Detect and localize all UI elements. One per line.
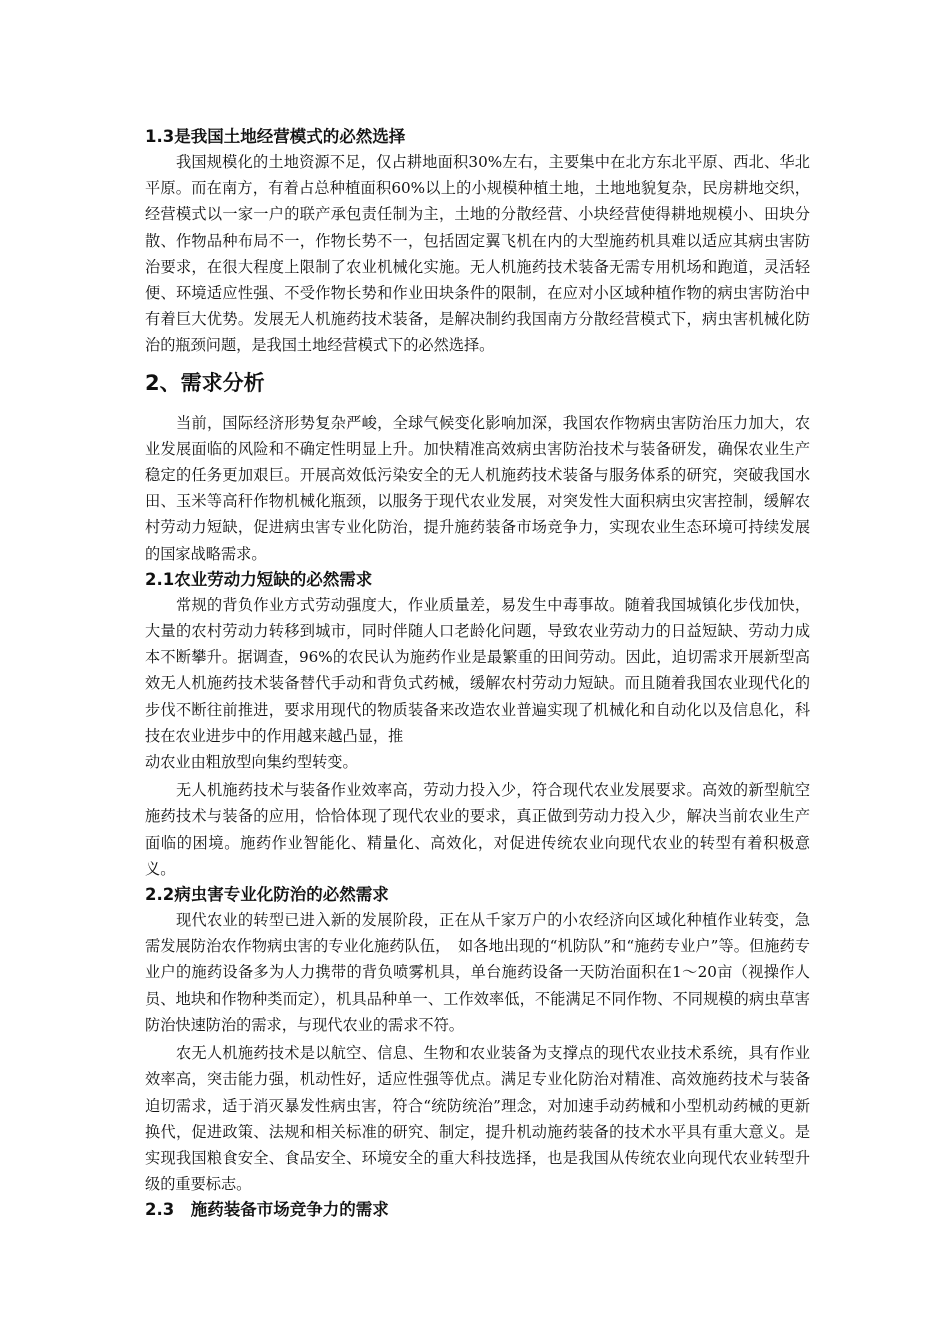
paragraph-continuation: 动农业由粗放型向集约型转变。 <box>145 753 358 772</box>
paragraph: 无人机施药技术与装备作业效率高，劳动力投入少，符合现代农业发展要求。高效的新型航空施药技术与装备的应用，恰恰体现了现代农业的要求，真正做到劳动力投入少，解决当前农业生产面临的困境。施药作业智能化、精量化、高效化，对促进传统农业向现代农业的转型有着积极意义。 <box>145 781 810 878</box>
section-heading-2: 2、需求分析 <box>145 370 265 395</box>
document-page <box>145 124 810 1222</box>
paragraph: 当前，国际经济形势复杂严峻，全球气候变化影响加深，我国农作物病虫害防治压力加大，农业发展面临的风险和不确定性明显上升。加快精准高效病虫害防治技术与装备研发，确保农业生产稳定的任务更加艰巨。开展高效低污染安全的无人机施药技术装备与服务体系的研究，突破我国水田、玉米等高秆作物机械化瓶颈，以服务于现代农业发展，对突发性大面积病虫灾害控制，缓解农村劳动力短缺，促进病虫害专业化防治，提升施药装备市场竞争力，实现农业生态环境可持续发展的国家战略需求。 <box>145 413 810 563</box>
paragraph: 常规的背负作业方式劳动强度大，作业质量差，易发生中毒事故。随着我国城镇化步伐加快，大量的农村劳动力转移到城市，同时伴随人口老龄化问题，导致农业劳动力的日益短缺、劳动力成本不断攀升。据调查，96%的农民认为施药作业是最繁重的田间劳动。因此，迫切需求开展新型高效无人机施药技术装备替代手动和背负式药械，缓解农村劳动力短缺。而且随着我国农业现代化的步伐不断往前推进，要求用现代的物质装备来改造农业普遍实现了机械化和自动化以及信息化，科技在农业进步中的作用越来越凸显，推 <box>145 595 810 745</box>
section-heading-2-2: 2.2病虫害专业化防治的必然需求 <box>145 885 389 905</box>
paragraph: 农无人机施药技术是以航空、信息、生物和农业装备为支撑点的现代农业技术系统，具有作业效率高，突击能力强，机动性好，适应性强等优点。满足专业化防治对精准、高效施药技术与装备迫切需求，适于消灭暴发性病虫害，符合“统防统治”理念，对加速手动药械和小型机动药械的更新换代，促进政策、法规和相关标准的研究、制定，提升机动施药装备的技术水平具有重大意义。是实现我国粮食安全、食品安全、环境安全的重大科技选择，也是我国从传统农业向现代农业转型升级的重要标志。 <box>145 1044 810 1194</box>
paragraph: 我国规模化的土地资源不足，仅占耕地面积30%左右，主要集中在北方东北平原、西北、华北平原。而在南方，有着占总种植面积60%以上的小规模种植土地，土地地貌复杂，民房耕地交织，经营模式以一家一户的联产承包责任制为主，土地的分散经营、小块经营使得耕地规模小、田块分散、作物品种布局不一，作物长势不一，包括固定翼飞机在内的大型施药机具难以适应其病虫害防治要求，在很大程度上限制了农业机械化实施。无人机施药技术装备无需专用机场和跑道，灵活轻便、环境适应性强、不受作物长势和作业田块条件的限制，在应对小区域种植作物的病虫害防治中有着巨大优势。发展无人机施药技术装备，是解决制约我国南方分散经营模式下，病虫害机械化防治的瓶颈问题，是我国土地经营模式下的必然选择。 <box>145 153 810 355</box>
section-heading-2-1: 2.1农业劳动力短缺的必然需求 <box>145 569 373 589</box>
paragraph: 现代农业的转型已进入新的发展阶段，正在从千家万户的小农经济向区域化种植作业转变，急需发展防治农作物病虫害的专业化施药队伍， 如各地出现的“机防队”和“施药专业户”等。但施药专业户的施药设备多为人力携带的背负喷雾机具，单台施药设备一天防治面积在1～20亩（视操作人员、地块和作物种类而定），机具品种单一、工作效率低，不能满足不同作物、不同规模的病虫草害防治快速防治的需求，与现代农业的需求不符。 <box>145 911 810 1034</box>
section-heading-1-3: 1.3是我国土地经营模式的必然选择 <box>145 127 406 146</box>
section-heading-2-3: 2.3 施药装备市场竞争力的需求 <box>145 1200 389 1220</box>
